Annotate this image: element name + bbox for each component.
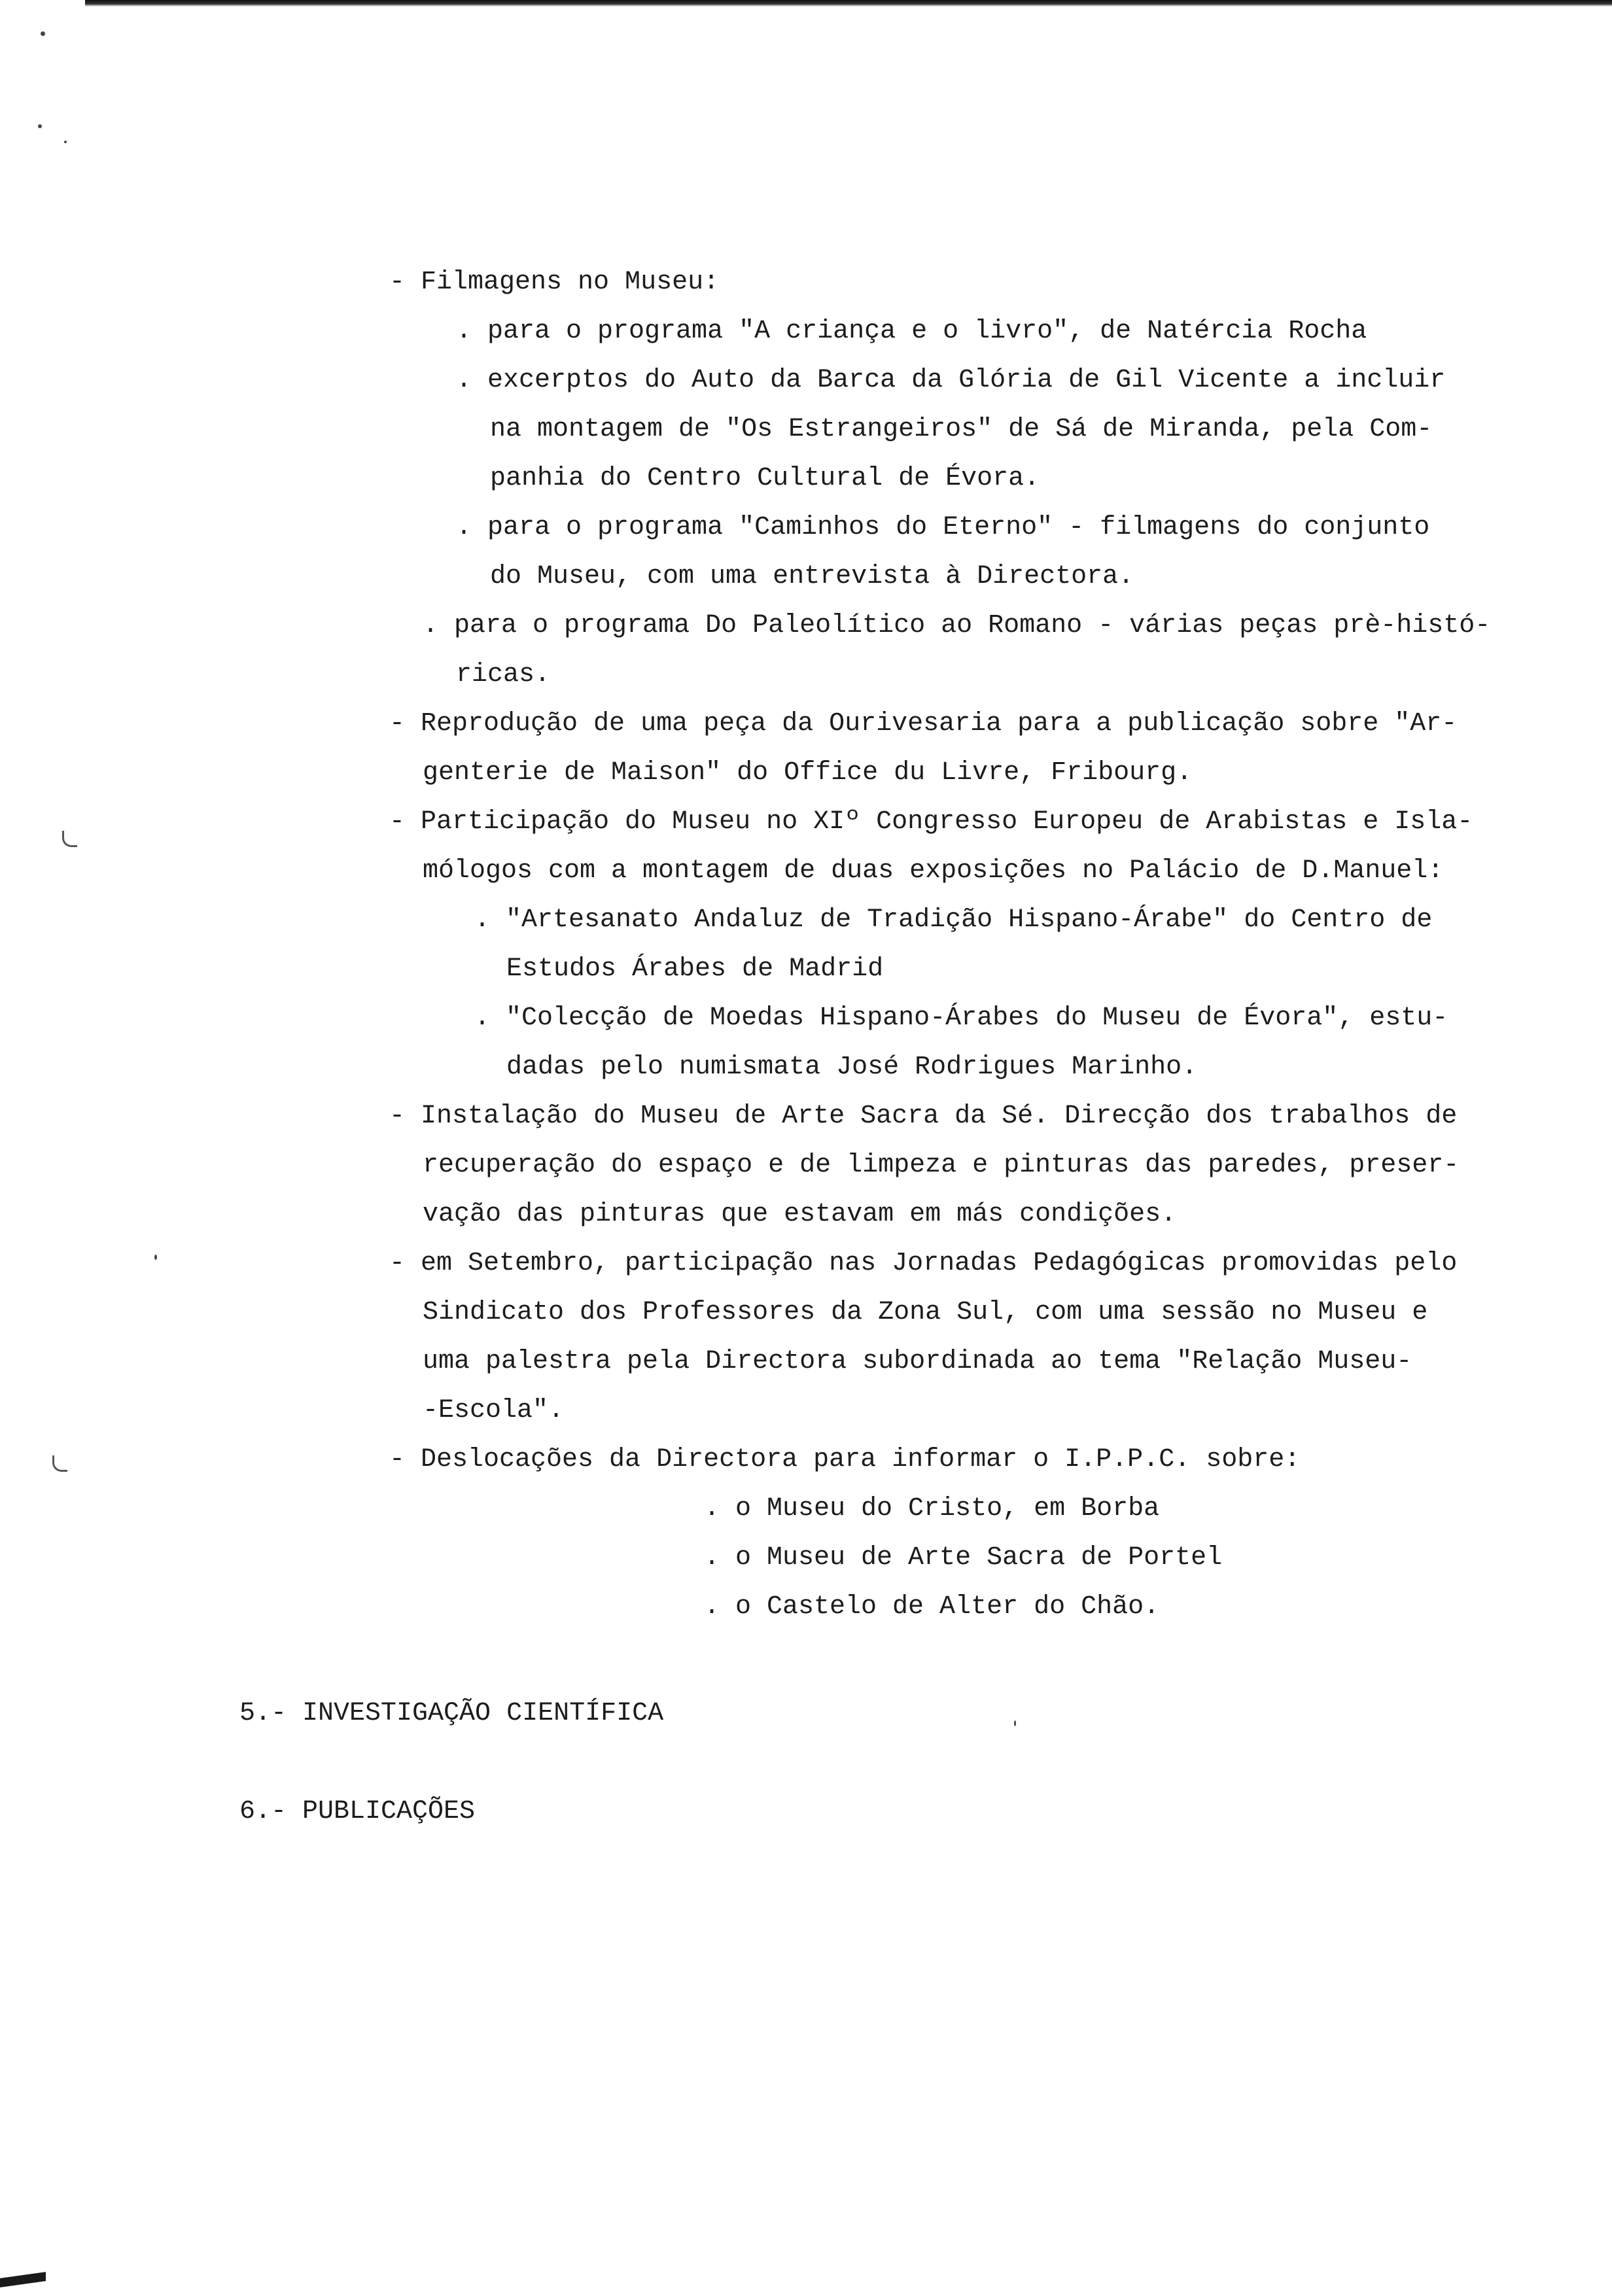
scan-margin-mark: [52, 1455, 67, 1472]
scan-speck: [154, 1255, 157, 1260]
list-subitem: . o Castelo de Alter do Chão.: [704, 1592, 1160, 1622]
section-heading-publicacoes: 6.- PUBLICAÇÕES: [239, 1797, 476, 1826]
list-item-continuation: genterie de Maison" do Office du Livre, Fribourg.: [423, 758, 1193, 788]
scan-corner-mark: [0, 2272, 46, 2287]
list-subitem-continuation: do Museu, com uma entrevista à Directora.: [490, 562, 1134, 591]
list-item-filmagens: - Filmagens no Museu:: [389, 268, 720, 297]
list-subitem: . excerptos do Auto da Barca da Glória de Gil Vicente a incluir: [456, 366, 1446, 395]
list-item-continuation: -Escola".: [423, 1396, 565, 1425]
scan-top-edge: [85, 0, 1612, 7]
list-item-setembro: - em Setembro, participação nas Jornadas Pedagógicas promovidas pelo: [389, 1249, 1458, 1278]
scan-speck: [41, 31, 45, 36]
scan-speck: [38, 124, 42, 128]
list-item-continuation: Sindicato dos Professores da Zona Sul, com uma sessão no Museu e: [423, 1298, 1428, 1327]
list-subitem-continuation: panhia do Centro Cultural de Évora.: [490, 464, 1040, 493]
scan-margin-mark: [62, 831, 77, 847]
list-item-continuation: recuperação do espaço e de limpeza e pinturas das paredes, preser-: [423, 1151, 1460, 1180]
list-subitem-continuation: dadas pelo numismata José Rodrigues Marinho.: [506, 1052, 1198, 1082]
list-item-continuation: mólogos com a montagem de duas exposições no Palácio de D.Manuel:: [423, 856, 1444, 886]
list-item-deslocacoes: - Deslocações da Directora para informar o I.P.P.C. sobre:: [389, 1445, 1301, 1474]
scan-speck: [1014, 1720, 1016, 1726]
list-subitem: . "Artesanato Andaluz de Tradição Hispano-Árabe" do Centro de: [474, 905, 1433, 935]
section-heading-investigacao: 5.- INVESTIGAÇÃO CIENTÍFICA: [239, 1699, 664, 1728]
list-subitem: . para o programa "Caminhos do Eterno" - filmagens do conjunto: [456, 513, 1430, 542]
list-item-reproducao: - Reprodução de uma peça da Ourivesaria para a publicação sobre "Ar-: [389, 709, 1458, 739]
list-subitem: . para o programa Do Paleolítico ao Romano - várias peças prè-histó-: [423, 611, 1491, 640]
list-subitem-continuation: Estudos Árabes de Madrid: [506, 954, 884, 984]
scan-speck: [64, 141, 67, 143]
list-item-continuation: uma palestra pela Directora subordinada ao tema "Relação Museu-: [423, 1347, 1412, 1376]
list-subitem: . o Museu de Arte Sacra de Portel: [704, 1543, 1223, 1573]
list-item-instalacao: - Instalação do Museu de Arte Sacra da Sé. Direcção dos trabalhos de: [389, 1102, 1458, 1131]
list-subitem-continuation: ricas.: [456, 660, 551, 689]
list-subitem: . o Museu do Cristo, em Borba: [704, 1494, 1160, 1523]
list-item-continuation: vação das pinturas que estavam em más condições.: [423, 1200, 1177, 1229]
list-subitem: . "Colecção de Moedas Hispano-Árabes do Museu de Évora", estu-: [474, 1003, 1448, 1033]
list-item-participacao: - Participação do Museu no XIº Congresso Europeu de Arabistas e Isla-: [389, 807, 1473, 837]
list-subitem: . para o programa "A criança e o livro", de Natércia Rocha: [456, 317, 1367, 346]
list-subitem-continuation: na montagem de "Os Estrangeiros" de Sá de Miranda, pela Com-: [490, 415, 1433, 444]
